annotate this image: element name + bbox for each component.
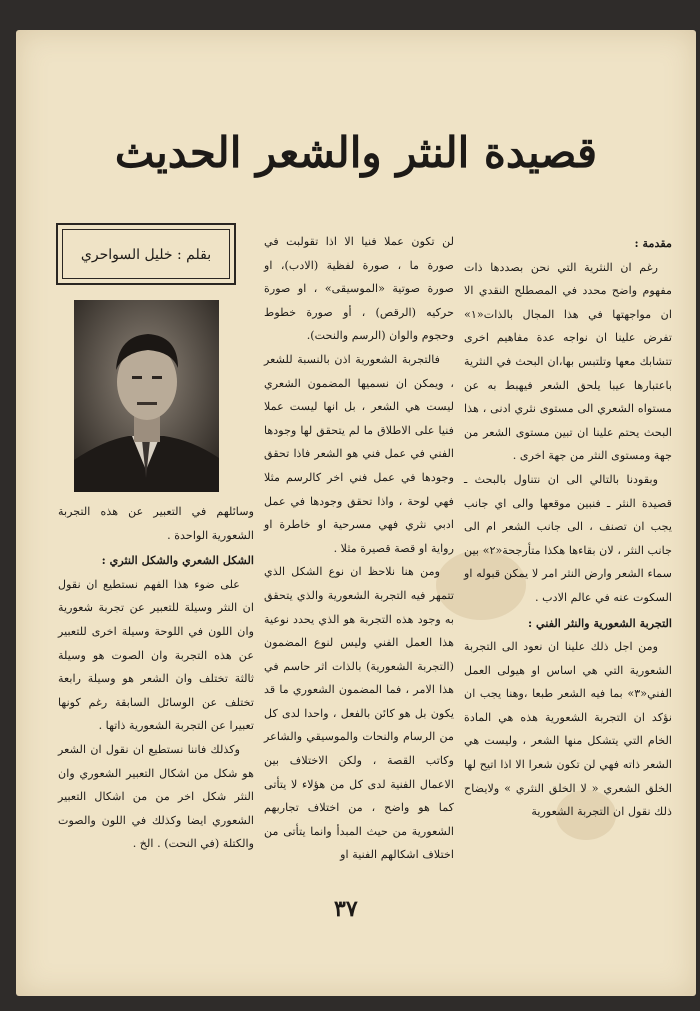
portrait-svg [74,300,219,492]
section-heading: التجربة الشعورية والنثر الفني : [527,615,672,630]
article-title: قصيدة النثر والشعر الحديث [114,128,598,177]
paragraph: لن تكون عملا فنيا الا اذا تقولبت في صورة ما ، صورة لفظية (الادب)، او صورة صوتية «الموسيقى» ، او صورة حركيه (الرقص) ، أو صورة خطوط وحجوم والوان (الرسم والنحت). [264,235,454,343]
paragraph: فالتجربة الشعورية اذن بالنسبة للشعر ، ويمكن ان نسميها المضمون الشعري ليست هي الشعر ، بل انها ليست عملا فنيا على الاطلاق ما لم يتحقق لها وجودها الفني في عمل فني هو الشعر فاذا تحقق وجودها في عمل فني اخر كالرسم مثلا فهي لوحة ، واذا تحقق وجودها في عمل ادبي نثري فهي مسرحية او خاطرة او رواية او قصة قصيرة مثلا . [264,352,454,555]
paragraph: وسائلهم في التعبير عن هذه التجربة الشعورية الواحدة . [58,505,254,542]
section-heading: الشكل الشعري والشكل النثري : [101,553,254,568]
paragraph: على ضوء هذا الفهم نستطيع ان نقول ان النثر وسيلة للتعبير عن تجربة شعورية وان اللون في اللوحة وسيلة اخرى للتعبير عن هذه التجربة وان الصوت هو وسيلة ثالثة تختلف وان الشعر هو وسيلة رابعة تختلف عن الوسائل السابقة رغم كونها تعبيرا عن التجربة الشعورية ذاتها . [58,577,254,733]
paragraph: رغم ان النثرية التي نحن بصددها ذات مفهوم واضح محدد في المصطلح النقدي الا ان مواجهتها في هذا المجال بالذات«١» تفرض علينا ان نواجه عدة مفاهيم اخرى تتشابك معها وتلتبس بها،ان البحث في النثرية باعتبارها عيبا يلحق الشعر فيهبط به عن مستواه الشعري الى مستوى نثري ادنى ، هذا البحث يحتم علينا ان تبين مستوى الشعر من جهة ومستوى النثر من جهة اخرى . [464,260,672,463]
paragraph: وكذلك فاننا نستطيع ان نقول ان الشعر هو شكل من اشكال التعبير الشعوري وان النثر شكل اخر من من اشكال التعبير الشعوري ايضا وكذلك في اللون والصوت والكتلة (في النحت) . الخ . [58,742,254,851]
magazine-page [16,30,696,996]
author-portrait-icon [74,300,219,492]
left-column [58,500,254,856]
author-byline: بقلم : خليل السواحري [62,229,230,279]
middle-column [264,230,454,867]
byline-box [56,223,236,285]
paragraph: ومن اجل ذلك علينا ان نعود الى التجربة الشعورية التي هي اساس او هيولى العمل الفني«٣» بما فيه الشعر طبعا ،وهنا يجب ان نؤكد ان التجربة الشعورية هذه هي المادة الخام التي يتشكل منها الشعر ، وليست هي الشعر ذاته فهي لن تكون شعرا الا اذا اتيح لها الخلق الشعري « لا الخلق النثري » ولايضاح ذلك نقول ان التجربة الشعورية [464,640,672,819]
paragraph: ومن هنا نلاحظ ان نوع الشكل الذي تتمهر فيه التجربة الشعورية والذي يتحقق به وجود هذه التجربة هو الذي يحدد نوعية هذا العمل الفني وليس لنوع المضمون (التجربة الشعورية) بالذات اثر حاسم في هذا الامر ، فما المضمون الشعوري ما قد يكون بل هو كائن بالفعل ، واحدا لدى كل من الرسام والنحات والموسيقي والشاعر وكاتب القصة ، ولكن الاختلاف بين الاعمال الفنية لدى كل من هؤلاء لا يتأتى كما هو واضح ، من اختلاف تجاربهم الشعورية من حيث المبدأ وانما يتأتى من اختلاف اشكالهم الفنية او [264,565,454,862]
section-heading: مقدمة : [634,236,672,250]
right-column [464,230,672,824]
paragraph: وبقودنا بالتالي الى ان نتناول بالبحث ـ قصيدة النثر ـ فنبين موقعها والى اي جانب يجب ان تصنف ، الى جانب الشعر ام الى جانب النثر ، لان بقاءها هكذا متأرجحة«٢» بين سماء الشعر وارض النثر امر لا يمكن قبوله او السكوت عنه في عالم الادب . [464,472,672,604]
page-number: ٣٧ [334,896,358,922]
